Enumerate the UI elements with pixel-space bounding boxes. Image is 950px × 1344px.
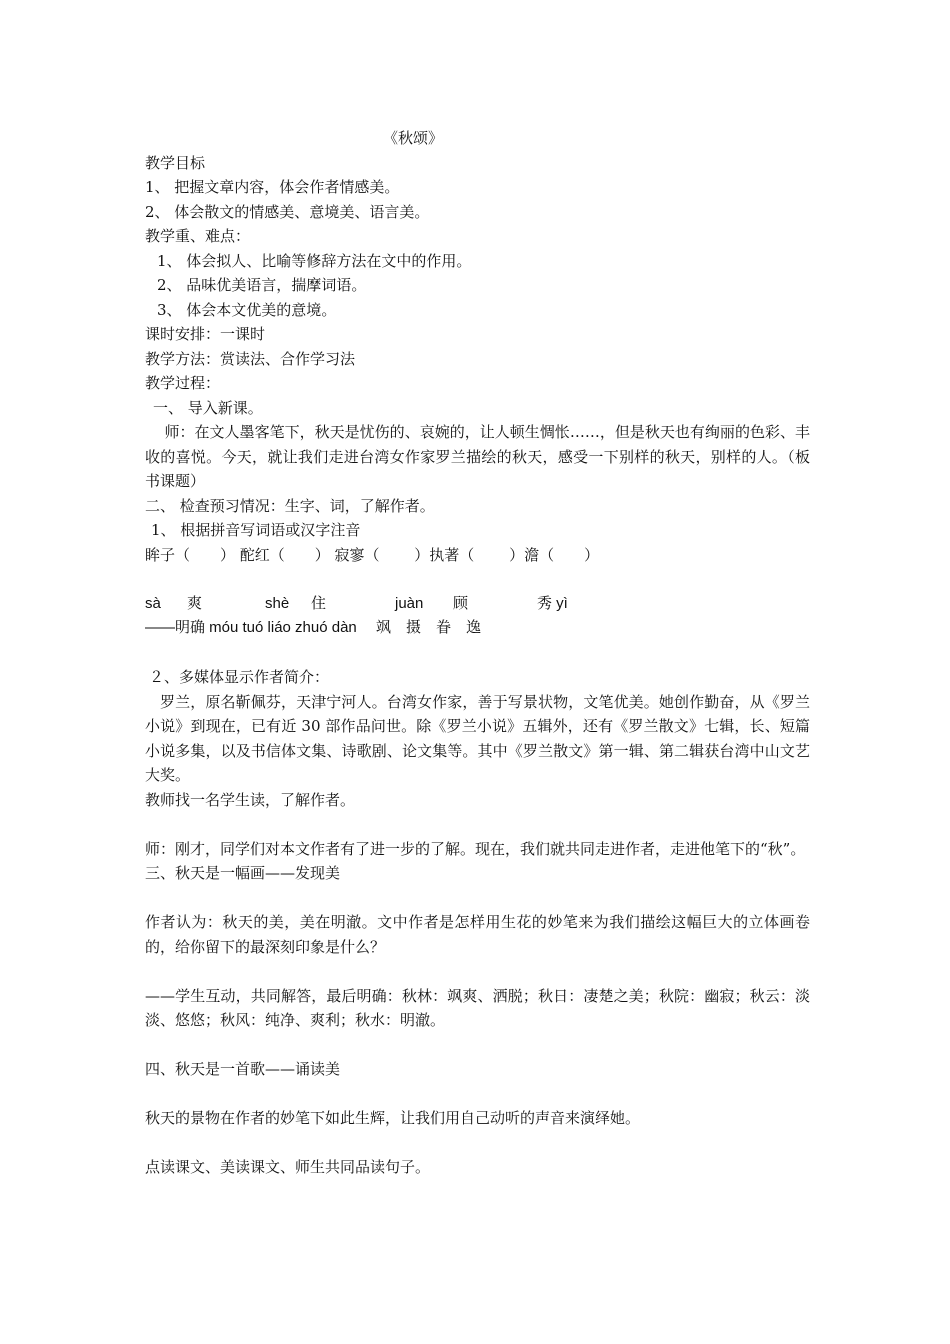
- step4-activity: 点读课文、美读课文、师生共同品读句子。: [145, 1158, 431, 1176]
- step4-heading: 四、秋天是一首歌——诵读美: [145, 1060, 341, 1078]
- step3-heading: 三、秋天是一幅画——发现美: [145, 864, 341, 882]
- spacer: [145, 959, 810, 984]
- key-point-item: 2、 品味优美语言，揣摩词语。: [157, 276, 367, 294]
- pinyin-cell: 秀 yì: [537, 594, 568, 612]
- document-title: 《秋颂》: [383, 129, 444, 147]
- spacer: [145, 812, 810, 837]
- step2-heading: 二、 检查预习情况：生字、词，了解作者。: [145, 496, 435, 515]
- author-bio: 罗兰，原名靳佩芬，天津宁河人。台湾女作家，善于写景状物，文笔优美。她创作勤奋，从《罗兰小说》到现在，已有近 30 部作品问世。除《罗兰小说》五辑外，还有《罗兰散文》七辑，长、短篇小说多集，以及书信体文集、诗歌剧、论文集等。其中《罗兰散文》第一辑、第二辑获台湾中山文艺大奖。: [145, 692, 810, 784]
- method-line: 教学方法：赏读法、合作学习法: [145, 349, 356, 368]
- pinyin-cell: shè: [265, 594, 290, 612]
- key-point-item: 3、 体会本文优美的意境。: [157, 300, 337, 319]
- spacer: [145, 567, 810, 592]
- pinyin-cell: sà: [145, 594, 161, 612]
- key-heading: 教学重、难点：: [145, 227, 251, 245]
- document-page: [145, 126, 810, 1180]
- spacer: [145, 1082, 810, 1107]
- goal-item: 1、 把握文章内容，体会作者情感美。: [145, 178, 400, 196]
- pinyin-cell: juàn: [395, 594, 424, 612]
- spacer: [145, 1131, 810, 1156]
- student-read-line: 教师找一名学生读，了解作者。: [145, 790, 356, 809]
- answer-row: ——明确 móu tuó liáo zhuó dàn 飒 摄 眷 逸: [145, 619, 481, 636]
- spacer: [145, 886, 810, 911]
- pinyin-cell: 爽: [187, 594, 203, 612]
- pinyin-cell: 顾: [453, 594, 469, 612]
- step1-heading: 一、 导入新课。: [153, 398, 263, 417]
- step1-paragraph: 师：在文人墨客笔下，秋天是忧伤的、哀婉的，让人顿生惆怅……，但是秋天也有绚丽的色彩、丰收的喜悦。今天，就让我们走进台湾女作家罗兰描绘的秋天，感受一下别样的秋天，别样的人。（板书课题）: [145, 423, 810, 490]
- spacer: [145, 1033, 810, 1058]
- transition-paragraph: 师：刚才，同学们对本文作者有了进一步的了解。现在，我们就共同走进作者，走进他笔下的“秋”。: [145, 839, 806, 858]
- pinyin-cell: 住: [311, 594, 327, 612]
- process-heading: 教学过程：: [145, 374, 221, 392]
- key-point-item: 1、 体会拟人、比喻等修辞方法在文中的作用。: [157, 251, 472, 270]
- pinyin-row: [145, 592, 810, 617]
- goal-item: 2、 体会散文的情感美、意境美、语言美。: [145, 202, 430, 221]
- step2-subheading: 1、 根据拼音写词语或汉字注音: [151, 521, 361, 539]
- step4-paragraph: 秋天的景物在作者的妙笔下如此生辉，让我们用自己动听的声音来演绎她。: [145, 1109, 641, 1127]
- schedule-line: 课时安排：一课时: [145, 325, 266, 343]
- step2-subheading: ２、多媒体显示作者简介：: [149, 668, 330, 686]
- vocab-words: 眸子（ ） 酡红（ ） 寂寥（ ）执著（ ）澹（ ）: [145, 545, 600, 564]
- step3-answer: ——学生互动，共同解答，最后明确：秋林：飒爽、洒脱；秋日：凄楚之美；秋院：幽寂；秋云：淡淡、悠悠；秋风：纯净、爽利；秋水：明澈。: [145, 986, 810, 1029]
- step3-question: 作者认为：秋天的美，美在明澈。文中作者是怎样用生花的妙笔来为我们描绘这幅巨大的立体画卷的，给你留下的最深刻印象是什么？: [145, 913, 810, 956]
- spacer: [145, 641, 810, 666]
- goals-heading: 教学目标: [145, 153, 206, 172]
